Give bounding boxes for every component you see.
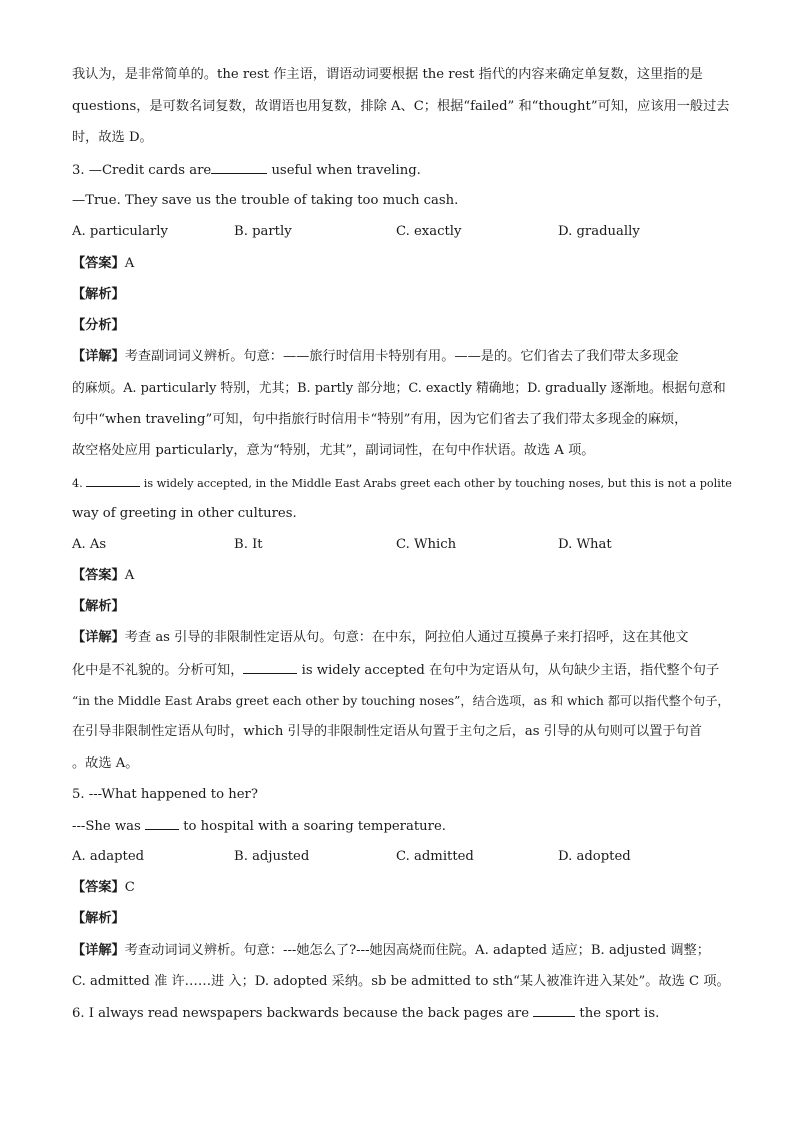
q3-stem-start: 3. —Credit cards are [72, 163, 212, 178]
q4-stem-end: is widely accepted, in the Middle East Arabs greet each other by touching noses, but this is not a polite [140, 477, 732, 490]
q3-fenxi-tag: 【分析】 [72, 318, 125, 333]
q3-stem-end: useful when traveling. [267, 163, 421, 178]
q5-analysis-heading [72, 910, 722, 928]
intro-line-3: 时，故选 D。 [72, 130, 153, 145]
q3-detail-line-2: 的麻烦。A. particularly 特别，尤其；B. partly 部分地；C. exactly 精确地；D. gradually 逐渐地。根据句意和 [72, 381, 726, 396]
q3-option-c: C. exactly [396, 224, 462, 239]
q4-detail-line-5: 。故选 A。 [72, 756, 139, 771]
q5-detail-tag: 【详解】 [72, 943, 125, 958]
q4-detail-text-2b: is widely accepted 在句中为定语从句，从句缺少主语，指代整个句子 [297, 663, 720, 678]
q5-stem [72, 817, 722, 836]
intro-line-1: 我认为，是非常简单的。the rest 作主语，谓语动词要根据 the rest 指代的内容来确定单复数，这里指的是 [72, 67, 703, 82]
q5-option-c: C. admitted [396, 849, 474, 864]
intro-line-2: questions，是可数名词复数，故谓语也用复数，排除 A、C；根据“failed” 和“thought”可知，应该用一般过去 [72, 99, 730, 114]
q4-answer-value: A [124, 568, 135, 583]
q5-line-1: 5. ---What happened to her? [72, 787, 258, 802]
q5-stem-start: ---She was [72, 819, 141, 834]
q3-option-a: A. particularly [72, 224, 168, 239]
q3-detail-line-1 [72, 348, 722, 366]
q6-blank [533, 1004, 575, 1017]
q5-answer-tag: 【答案】 [72, 880, 125, 895]
q6-stem-end: the sport is. [575, 1006, 660, 1021]
q5-detail-text-1: 考查动词词义辨析。句意：---她怎么了?---她因高烧而住院。A. adapted 适应；B. adjusted 调整； [124, 943, 710, 958]
q3-answer [72, 255, 722, 273]
q5-option-d: D. adopted [558, 849, 631, 864]
q3-detail-line-4: 故空格处应用 particularly，意为“特别，尤其”，副词词性，在句中作状语。故选 A 项。 [72, 443, 595, 458]
q5-detail-line-2: C. admitted 准 许……进 入；D. adopted 采纳。sb be admitted to sth“某人被准许进入某处”。故选 C 项。 [72, 974, 730, 989]
q6-stem [72, 1004, 722, 1023]
q4-detail-line-4: 在引导非限制性定语从句时，which 引导的非限制性定语从句置于主句之后，as 引导的从句则可以置于句首 [72, 724, 702, 739]
q3-line-2: —True. They save us the trouble of taking too much cash. [72, 193, 459, 208]
q4-answer [72, 567, 722, 585]
q6-stem-start: 6. I always read newspapers backwards because the back pages are [72, 1006, 530, 1021]
q3-answer-tag: 【答案】 [72, 256, 125, 271]
q5-option-b: B. adjusted [234, 849, 310, 864]
q3-option-b: B. partly [234, 224, 292, 239]
q4-line-2: way of greeting in other cultures. [72, 506, 297, 521]
q4-option-c: C. Which [396, 537, 457, 552]
q4-detail-tag: 【详解】 [72, 630, 125, 645]
q4-detail-line-2 [72, 661, 722, 680]
q4-answer-tag: 【答案】 [72, 568, 125, 583]
q4-detail-blank [243, 661, 297, 674]
q5-option-a: A. adapted [72, 849, 145, 864]
q5-detail-line-1 [72, 942, 722, 960]
q4-detail-text-2a: 化中是不礼貌的。分析可知， [72, 663, 244, 678]
q3-blank [211, 161, 267, 174]
q5-analysis-tag: 【解析】 [72, 911, 125, 926]
q4-analysis-tag: 【解析】 [72, 599, 125, 614]
q4-option-a: A. As [72, 537, 107, 552]
q3-detail-text-1: 考查副词词义辨析。句意：——旅行时信用卡特别有用。——是的。它们省去了我们带太多现金 [124, 349, 679, 364]
q3-detail-tag: 【详解】 [72, 349, 125, 364]
q4-option-d: D. What [558, 537, 612, 552]
q4-stem [72, 474, 732, 493]
q4-number: 4. [72, 477, 83, 490]
q4-detail-line-1 [72, 629, 722, 647]
q3-detail-line-3: 句中“when traveling”可知，句中指旅行时信用卡“特别”有用，因为它们省去了我们带太多现金的麻烦， [72, 412, 688, 427]
q3-stem [72, 161, 722, 180]
q3-analysis-heading [72, 286, 722, 304]
q3-analysis-tag: 【解析】 [72, 287, 125, 302]
q4-detail-line-3: “in the Middle East Arabs greet each other by touching noses”，结合选项，as 和 which 都可以指代整个句子， [72, 694, 730, 708]
q3-fenxi-heading [72, 317, 722, 335]
q4-option-b: B. It [234, 537, 263, 552]
q5-answer-value: C [124, 880, 135, 895]
q4-detail-text-1: 考查 as 引导的非限制性定语从句。句意：在中东，阿拉伯人通过互摸鼻子来打招呼，这在其他文 [124, 630, 689, 645]
q3-option-d: D. gradually [558, 224, 640, 239]
q4-blank [86, 474, 140, 487]
q3-answer-value: A [124, 256, 135, 271]
q5-blank [145, 817, 179, 830]
q5-stem-end: to hospital with a soaring temperature. [179, 819, 446, 834]
q4-analysis-heading [72, 598, 722, 616]
q5-answer [72, 879, 722, 897]
